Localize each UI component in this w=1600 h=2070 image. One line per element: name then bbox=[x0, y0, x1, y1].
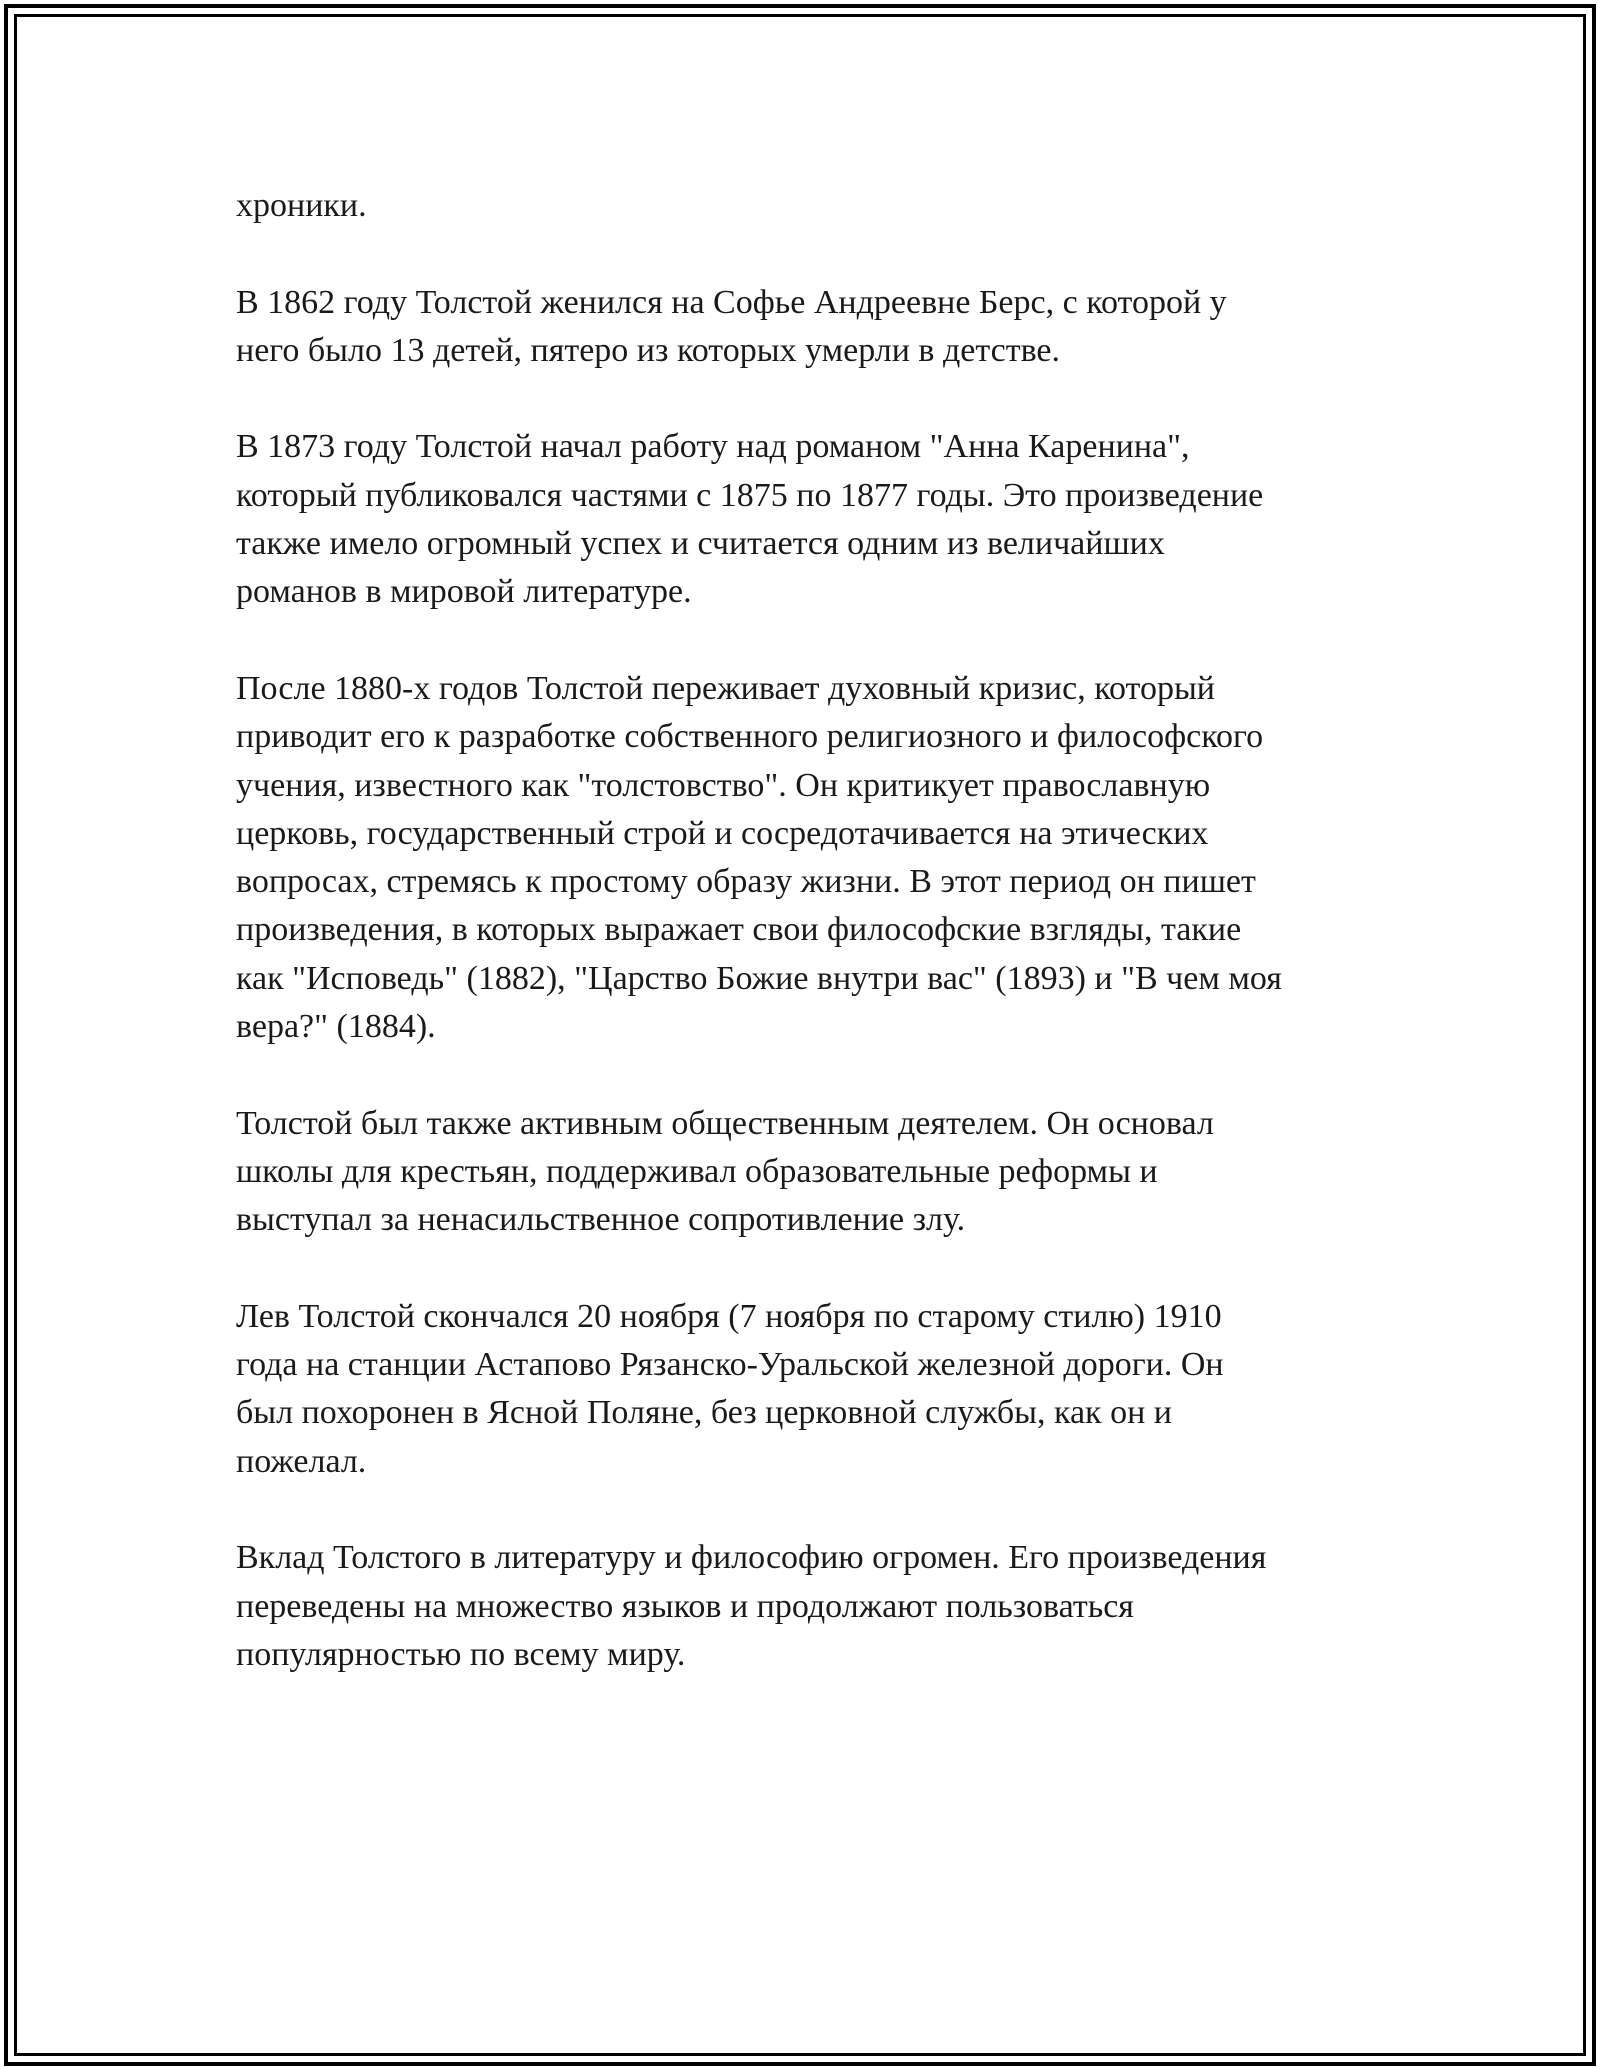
text-line: как "Исповедь" (1882), "Царство Божие внутри вас" (1893) и "В чем моя bbox=[236, 959, 1282, 997]
text-line: популярностью по всему миру. bbox=[236, 1635, 686, 1673]
text-line: приводит его к разработке собственного религиозного и философского bbox=[236, 718, 1264, 756]
text-line: пожелал. bbox=[236, 1442, 367, 1480]
text-line: также имело огромный успех и считается одним из величайших bbox=[236, 525, 1165, 563]
paragraph-4 bbox=[236, 665, 1386, 1051]
text-line: В 1873 году Толстой начал работу над романом "Анна Каренина", bbox=[236, 428, 1190, 466]
text-line: переведены на множество языков и продолжают пользоваться bbox=[236, 1587, 1134, 1625]
text-line: Толстой был также активным общественным деятелем. Он основал bbox=[236, 1104, 1214, 1142]
text-line: года на станции Астапово Рязанско-Уральской железной дороги. Он bbox=[236, 1346, 1224, 1384]
paragraph-3 bbox=[236, 423, 1386, 616]
text-line: вера?" (1884). bbox=[236, 1008, 436, 1046]
paragraph-6 bbox=[236, 1293, 1386, 1486]
paragraph-2 bbox=[236, 279, 1386, 376]
text-line: После 1880-х годов Толстой переживает духовный кризис, который bbox=[236, 669, 1215, 707]
text-line: Лев Толстой скончался 20 ноября (7 ноября по старому стилю) 1910 bbox=[236, 1297, 1222, 1335]
text-line: произведения, в которых выражает свои философские взгляды, такие bbox=[236, 911, 1242, 949]
text-line: вопросах, стремясь к простому образу жизни. В этот период он пишет bbox=[236, 863, 1256, 901]
text-line: школы для крестьян, поддерживал образовательные реформы и bbox=[236, 1152, 1158, 1190]
paragraph-7 bbox=[236, 1534, 1386, 1679]
paragraph-1 bbox=[236, 182, 1386, 230]
text-line: романов в мировой литературе. bbox=[236, 573, 692, 611]
text-line: Вклад Толстого в литературу и философию огромен. Его произведения bbox=[236, 1539, 1267, 1577]
paragraph-5 bbox=[236, 1100, 1386, 1245]
text-line: церковь, государственный строй и сосредотачивается на этических bbox=[236, 814, 1209, 852]
document-body bbox=[236, 182, 1386, 1728]
text-line: выступал за ненасильственное сопротивление злу. bbox=[236, 1201, 966, 1239]
text-line: учения, известного как "толстовство". Он критикует православную bbox=[236, 766, 1211, 804]
text-line: который публиковался частями с 1875 по 1877 годы. Это произведение bbox=[236, 476, 1264, 514]
text-line: В 1862 году Толстой женился на Софье Андреевне Берс, с которой у bbox=[236, 283, 1227, 321]
text-line: хроники. bbox=[236, 187, 367, 224]
text-line: был похоронен в Ясной Поляне, без церковной службы, как он и bbox=[236, 1394, 1172, 1432]
text-line: него было 13 детей, пятеро из которых умерли в детстве. bbox=[236, 331, 1061, 369]
